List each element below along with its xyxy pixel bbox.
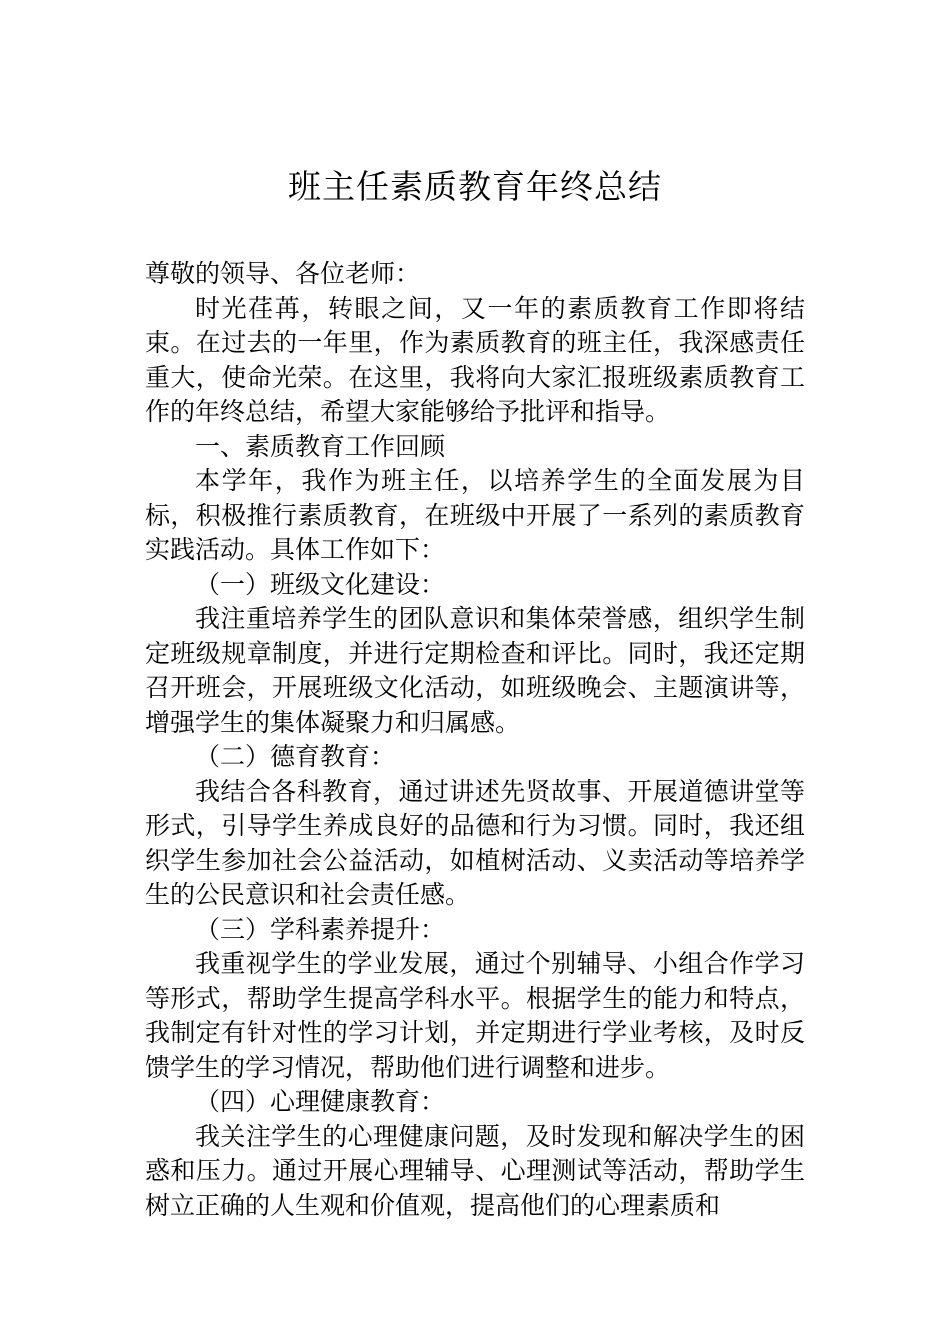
paragraph-mental-health: 我关注学生的心理健康问题，及时发现和解决学生的困惑和压力。通过开展心理辅导、心理测试等活动，帮助学生树立正确的人生观和价值观，提高他们的心理素质和 <box>145 1121 805 1220</box>
paragraph-class-culture: 我注重培养学生的团队意识和集体荣誉感，组织学生制定班级规章制度，并进行定期检查和评比。同时，我还定期召开班会，开展班级文化活动，如班级晚会、主题演讲等，增强学生的集体凝聚力和归属感。 <box>145 604 805 737</box>
subheading-class-culture: （一）班级文化建设： <box>195 569 446 599</box>
section-heading-review: 一、素质教育工作回顾 <box>195 431 446 461</box>
salutation: 尊敬的领导、各位老师： <box>145 259 421 288</box>
subheading-moral-education: （二）德育教育： <box>195 742 396 771</box>
paragraph-academic: 我重视学生的学业发展，通过个别辅导、小组合作学习等形式，帮助学生提高学科水平。根据学生的能力和特点，我制定有针对性的学习计划，并定期进行学业考核，及时反馈学生的学习情况，帮助他们进行调整和进步。 <box>145 949 805 1082</box>
paragraph-review: 本学年，我作为班主任，以培养学生的全面发展为目标，积极推行素质教育，在班级中开展了一系列的素质教育实践活动。具体工作如下： <box>145 466 805 564</box>
paragraph-intro: 时光荏苒，转眼之间，又一年的素质教育工作即将结束。在过去的一年里，作为素质教育的班主任，我深感责任重大，使命光荣。在这里，我将向大家汇报班级素质教育工作的年终总结，希望大家能够给予批评和指导。 <box>145 293 805 426</box>
document-body <box>145 257 805 1223</box>
subheading-mental-health: （四）心理健康教育： <box>195 1087 446 1116</box>
subheading-academic: （三）学科素养提升： <box>195 914 446 944</box>
document-title: 班主任素质教育年终总结 <box>288 167 662 206</box>
paragraph-moral-education: 我结合各科教育，通过讲述先贤故事、开展道德讲堂等形式，引导学生养成良好的品德和行为习惯。同时，我还组织学生参加社会公益活动，如植树活动、义卖活动等培养学生的公民意识和社会责任感。 <box>145 776 805 909</box>
